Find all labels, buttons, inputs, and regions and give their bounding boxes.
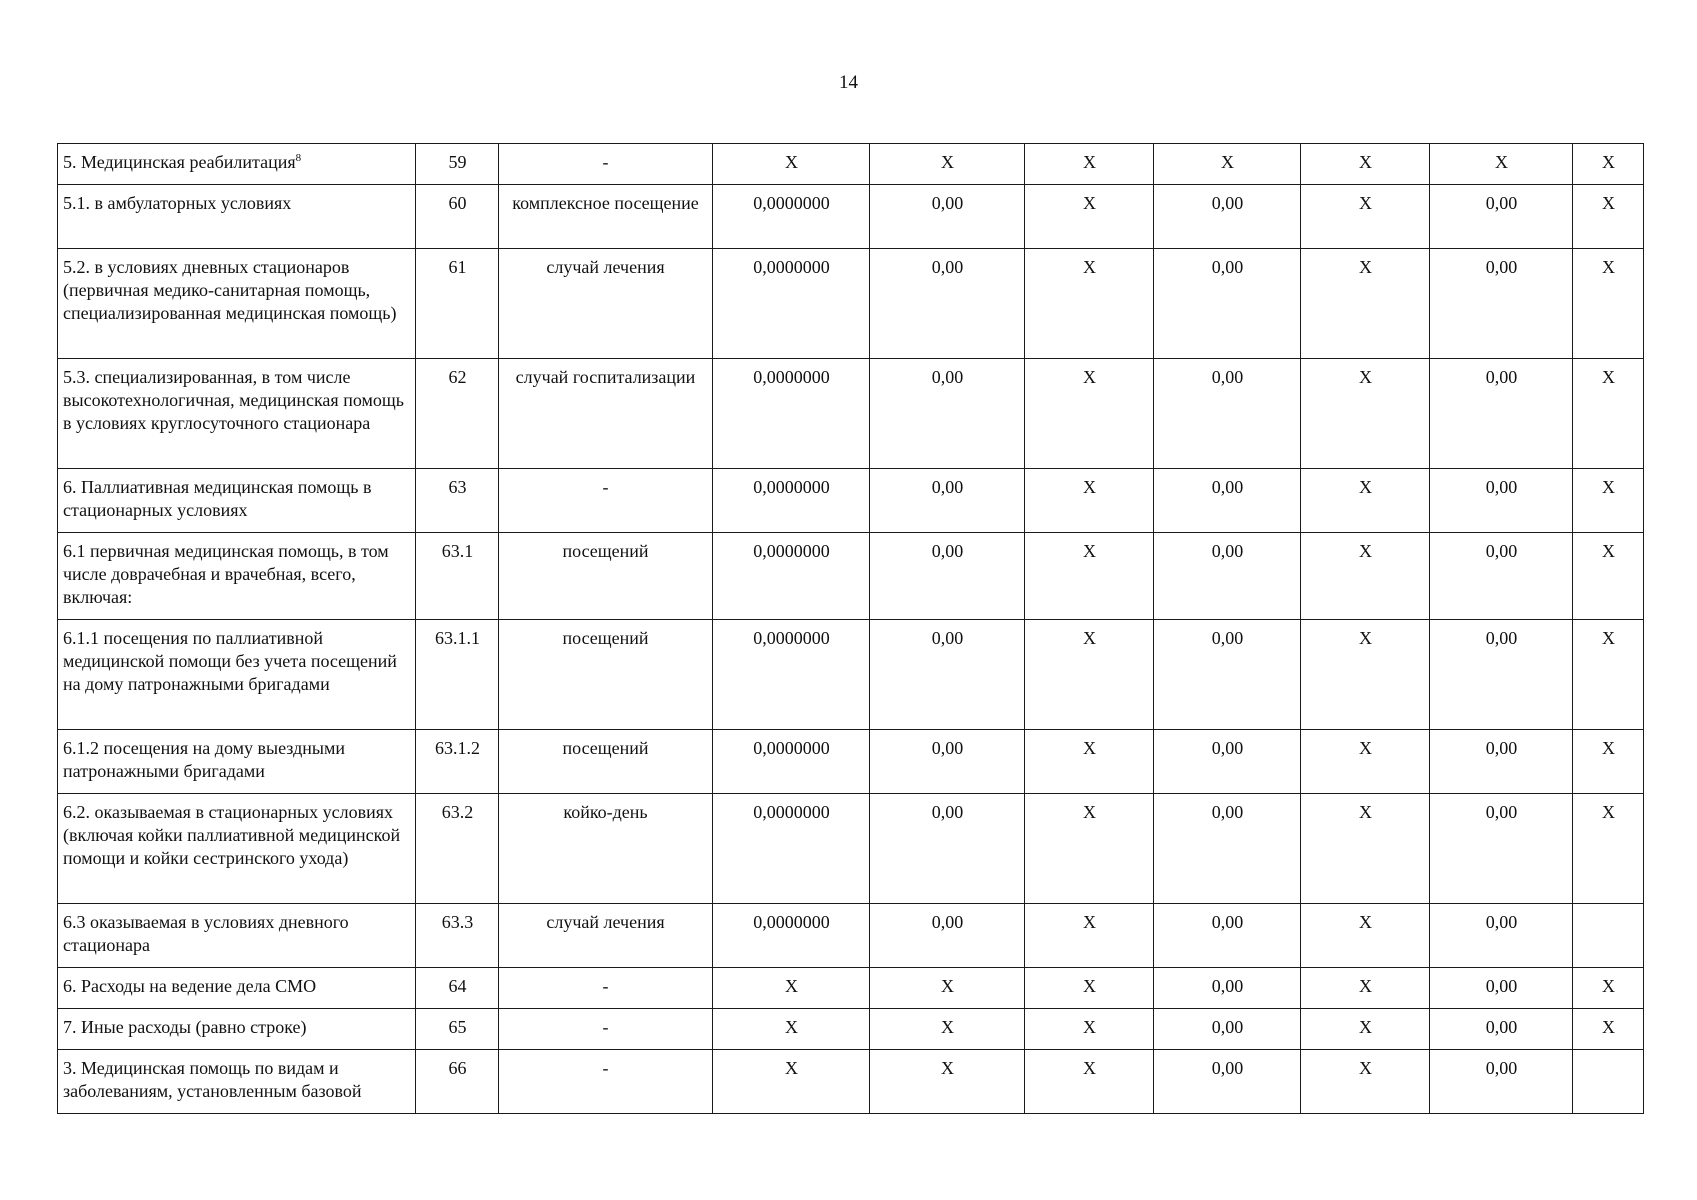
row-value-4: 0,00 — [1154, 359, 1301, 469]
row-name-cell — [58, 533, 416, 620]
row-value-3: X — [1025, 968, 1154, 1009]
row-unit: - — [499, 144, 713, 185]
row-unit: - — [499, 1050, 713, 1114]
row-code: 65 — [416, 1009, 499, 1050]
row-value-3: X — [1025, 794, 1154, 904]
row-name: 5. Медицинская реабилитация — [63, 152, 296, 172]
table-row — [58, 249, 1644, 359]
row-value-4: 0,00 — [1154, 904, 1301, 968]
row-value-7: X — [1573, 185, 1644, 249]
table-row — [58, 794, 1644, 904]
row-value-3: X — [1025, 620, 1154, 730]
row-code: 60 — [416, 185, 499, 249]
row-value-7: X — [1573, 620, 1644, 730]
row-value-1: 0,0000000 — [713, 359, 870, 469]
row-value-7: X — [1573, 794, 1644, 904]
row-value-1: 0,0000000 — [713, 469, 870, 533]
row-value-2: 0,00 — [870, 730, 1025, 794]
row-code: 62 — [416, 359, 499, 469]
row-value-4: 0,00 — [1154, 1009, 1301, 1050]
row-value-6: 0,00 — [1430, 968, 1573, 1009]
row-name: 7. Иные расходы (равно строке) — [63, 1017, 307, 1037]
row-value-6: 0,00 — [1430, 794, 1573, 904]
table-row — [58, 1009, 1644, 1050]
row-name-cell — [58, 249, 416, 359]
row-unit: посещений — [499, 730, 713, 794]
row-value-5: X — [1301, 359, 1430, 469]
row-value-6: 0,00 — [1430, 359, 1573, 469]
row-value-5: X — [1301, 1009, 1430, 1050]
row-unit: посещений — [499, 620, 713, 730]
row-name: 6.1.1 посещения по паллиативной медицинской помощи без учета посещений на дому патронажными бригадами — [63, 628, 397, 694]
row-value-7: X — [1573, 359, 1644, 469]
row-value-1: 0,0000000 — [713, 904, 870, 968]
table-row — [58, 469, 1644, 533]
row-value-4: 0,00 — [1154, 249, 1301, 359]
row-value-6: 0,00 — [1430, 730, 1573, 794]
table-row — [58, 185, 1644, 249]
row-value-6: 0,00 — [1430, 620, 1573, 730]
row-name: 6.1.2 посещения на дому выездными патронажными бригадами — [63, 738, 345, 781]
row-value-2: 0,00 — [870, 469, 1025, 533]
row-name-cell — [58, 620, 416, 730]
row-unit: - — [499, 469, 713, 533]
row-name-cell — [58, 794, 416, 904]
row-name: 5.1. в амбулаторных условиях — [63, 193, 292, 213]
row-value-6: 0,00 — [1430, 1009, 1573, 1050]
row-code: 63.1.2 — [416, 730, 499, 794]
row-value-6: 0,00 — [1430, 904, 1573, 968]
table-row — [58, 144, 1644, 185]
table-row — [58, 904, 1644, 968]
row-value-2: X — [870, 1009, 1025, 1050]
row-name: 6. Паллиативная медицинская помощь в стационарных условиях — [63, 477, 372, 520]
page-number: 14 — [839, 72, 858, 93]
row-value-4: 0,00 — [1154, 620, 1301, 730]
row-value-4: 0,00 — [1154, 968, 1301, 1009]
row-value-1: 0,0000000 — [713, 620, 870, 730]
row-value-1: 0,0000000 — [713, 185, 870, 249]
row-value-2: X — [870, 144, 1025, 185]
row-value-5: X — [1301, 249, 1430, 359]
row-value-1: X — [713, 144, 870, 185]
row-value-2: X — [870, 968, 1025, 1009]
row-name-cell — [58, 904, 416, 968]
row-value-3: X — [1025, 359, 1154, 469]
row-value-3: X — [1025, 904, 1154, 968]
row-code: 63.2 — [416, 794, 499, 904]
row-value-6: 0,00 — [1430, 533, 1573, 620]
row-value-6: X — [1430, 144, 1573, 185]
table-row — [58, 533, 1644, 620]
row-unit: койко-день — [499, 794, 713, 904]
row-value-2: 0,00 — [870, 904, 1025, 968]
row-code: 64 — [416, 968, 499, 1009]
row-unit: случай лечения — [499, 249, 713, 359]
table-row — [58, 359, 1644, 469]
row-value-4: 0,00 — [1154, 794, 1301, 904]
row-unit: - — [499, 1009, 713, 1050]
row-value-4: 0,00 — [1154, 730, 1301, 794]
row-unit: случай лечения — [499, 904, 713, 968]
row-value-7: X — [1573, 533, 1644, 620]
row-value-5: X — [1301, 185, 1430, 249]
footnote-marker: 8 — [295, 152, 302, 164]
row-value-7 — [1573, 904, 1644, 968]
row-value-6: 0,00 — [1430, 1050, 1573, 1114]
row-value-4: 0,00 — [1154, 469, 1301, 533]
data-table — [57, 143, 1644, 1114]
row-name: 5.2. в условиях дневных стационаров (первичная медико-санитарная помощь, специализированная медицинская помощь) — [63, 257, 397, 323]
row-unit: случай госпитализации — [499, 359, 713, 469]
row-value-7: X — [1573, 1009, 1644, 1050]
row-value-4: 0,00 — [1154, 1050, 1301, 1114]
row-value-7: X — [1573, 968, 1644, 1009]
row-value-1: 0,0000000 — [713, 794, 870, 904]
row-name-cell — [58, 730, 416, 794]
row-value-5: X — [1301, 1050, 1430, 1114]
row-code: 63 — [416, 469, 499, 533]
row-value-3: X — [1025, 469, 1154, 533]
table-row — [58, 620, 1644, 730]
row-value-3: X — [1025, 1050, 1154, 1114]
row-code: 63.1.1 — [416, 620, 499, 730]
row-value-3: X — [1025, 1009, 1154, 1050]
row-name: 6.3 оказываемая в условиях дневного стационара — [63, 912, 349, 955]
row-name: 3. Медицинская помощь по видам и заболеваниям, установленным базовой — [63, 1058, 362, 1101]
row-name: 6.1 первичная медицинская помощь, в том числе доврачебная и врачебная, всего, включая: — [63, 541, 389, 607]
row-value-4: X — [1154, 144, 1301, 185]
row-unit: - — [499, 968, 713, 1009]
row-value-3: X — [1025, 730, 1154, 794]
row-name-cell — [58, 144, 416, 185]
row-value-7: X — [1573, 469, 1644, 533]
row-value-1: 0,0000000 — [713, 249, 870, 359]
row-value-5: X — [1301, 533, 1430, 620]
row-value-2: 0,00 — [870, 794, 1025, 904]
row-value-3: X — [1025, 249, 1154, 359]
row-value-2: 0,00 — [870, 249, 1025, 359]
row-value-2: X — [870, 1050, 1025, 1114]
row-code: 61 — [416, 249, 499, 359]
row-value-1: X — [713, 968, 870, 1009]
table-row — [58, 968, 1644, 1009]
row-value-1: 0,0000000 — [713, 533, 870, 620]
row-name-cell — [58, 1050, 416, 1114]
row-name-cell — [58, 968, 416, 1009]
table-row — [58, 1050, 1644, 1114]
table-body — [58, 144, 1644, 1114]
row-value-2: 0,00 — [870, 359, 1025, 469]
row-value-5: X — [1301, 730, 1430, 794]
row-value-6: 0,00 — [1430, 185, 1573, 249]
row-unit: посещений — [499, 533, 713, 620]
row-name-cell — [58, 359, 416, 469]
row-value-7: X — [1573, 730, 1644, 794]
row-value-3: X — [1025, 144, 1154, 185]
row-value-5: X — [1301, 968, 1430, 1009]
row-value-2: 0,00 — [870, 533, 1025, 620]
row-name: 6. Расходы на ведение дела СМО — [63, 976, 317, 996]
row-value-7 — [1573, 1050, 1644, 1114]
row-value-3: X — [1025, 533, 1154, 620]
row-unit: комплексное посещение — [499, 185, 713, 249]
row-value-1: 0,0000000 — [713, 730, 870, 794]
row-value-5: X — [1301, 904, 1430, 968]
row-name-cell — [58, 1009, 416, 1050]
row-code: 59 — [416, 144, 499, 185]
row-name: 6.2. оказываемая в стационарных условиях (включая койки паллиативной медицинской помощи и койки сестринского ухода) — [63, 802, 401, 868]
row-code: 63.1 — [416, 533, 499, 620]
row-value-7: X — [1573, 249, 1644, 359]
row-value-4: 0,00 — [1154, 185, 1301, 249]
row-value-2: 0,00 — [870, 620, 1025, 730]
row-name-cell — [58, 469, 416, 533]
row-code: 63.3 — [416, 904, 499, 968]
row-value-5: X — [1301, 144, 1430, 185]
row-value-5: X — [1301, 794, 1430, 904]
row-name-cell — [58, 185, 416, 249]
row-value-2: 0,00 — [870, 185, 1025, 249]
table-row — [58, 730, 1644, 794]
row-code: 66 — [416, 1050, 499, 1114]
row-value-6: 0,00 — [1430, 469, 1573, 533]
row-value-1: X — [713, 1050, 870, 1114]
row-value-4: 0,00 — [1154, 533, 1301, 620]
row-value-6: 0,00 — [1430, 249, 1573, 359]
row-value-1: X — [713, 1009, 870, 1050]
row-value-5: X — [1301, 469, 1430, 533]
row-value-3: X — [1025, 185, 1154, 249]
row-name: 5.3. специализированная, в том числе высокотехнологичная, медицинская помощь в условиях круглосуточного стационара — [63, 367, 404, 433]
row-value-5: X — [1301, 620, 1430, 730]
row-value-7: X — [1573, 144, 1644, 185]
